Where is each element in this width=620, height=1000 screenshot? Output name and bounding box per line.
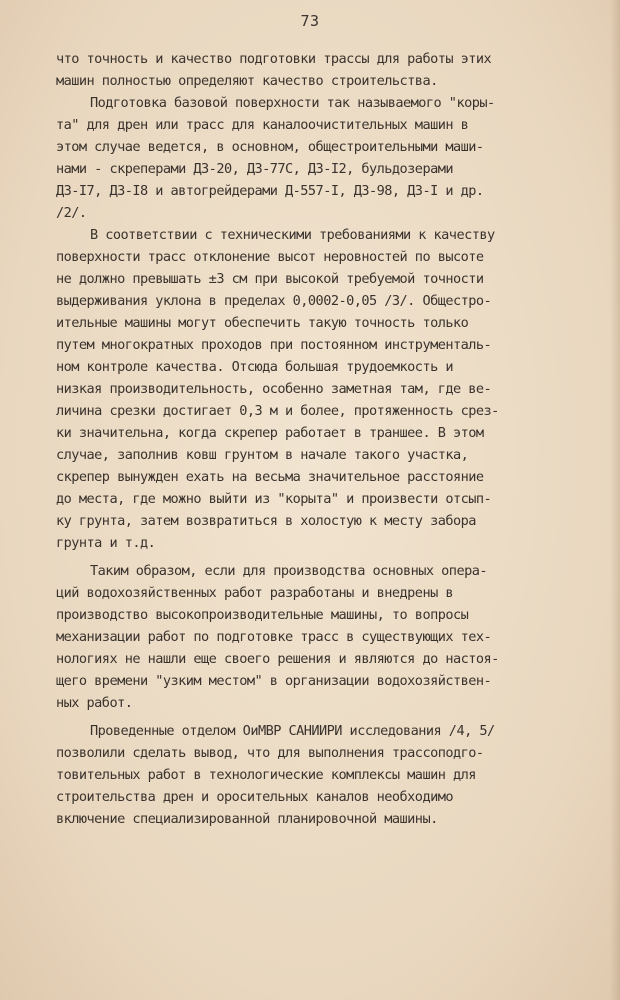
text-line: нологиях не нашли еще своего решения и являются до настоя- — [56, 651, 499, 667]
text-line: грунта и т.д. — [56, 535, 156, 551]
text-line: ций водохозяйственных работ разработаны и внедрены в — [56, 585, 453, 601]
page-number: 73 — [300, 12, 320, 30]
text-line: не должно превышать ±3 см при высокой требуемой точности — [56, 271, 484, 287]
text-line: выдерживания уклона в пределах 0,0002-0,05 /3/. Общестро- — [56, 293, 492, 309]
text-line: Проведенные отделом ОиМВР САНИИРИ исследования /4, 5/ — [90, 723, 495, 739]
text-line: путем многократных проходов при постоянном инструменталь- — [56, 337, 492, 353]
page-edge-shadow — [610, 0, 620, 1000]
text-line: позволили сделать вывод, что для выполнения трассоподго- — [56, 745, 484, 761]
text-line: до места, где можно выйти из "корыта" и произвести отсып- — [56, 491, 492, 507]
text-line: ку грунта, затем возвратиться в холостую к месту забора — [56, 513, 476, 529]
text-line: ки значительна, когда скрепер работает в траншее. В этом — [56, 425, 484, 441]
text-line: поверхности трасс отклонение высот неровностей по высоте — [56, 249, 484, 265]
text-line: нами - скреперами ДЗ-20, ДЗ-77С, ДЗ-I2, бульдозерами — [56, 161, 453, 177]
text-line: ном контроле качества. Отсюда большая трудоемкость и — [56, 359, 453, 375]
text-line: включение специализированной планировочной машины. — [56, 811, 438, 827]
text-line: Подготовка базовой поверхности так называемого "коры- — [90, 95, 495, 111]
text-line: механизации работ по подготовке трасс в существующих тех- — [56, 629, 492, 645]
text-line: щего времени "узким местом" в организации водохозяйствен- — [56, 673, 492, 689]
text-line: скрепер вынужден ехать на весьма значительное расстояние — [56, 469, 484, 485]
text-line: товительных работ в технологические комплексы машин для — [56, 767, 476, 783]
text-line: /2/. — [56, 205, 87, 221]
text-line: низкая производительность, особенно заметная там, где ве- — [56, 381, 492, 397]
text-line: личина срезки достигает 0,3 м и более, протяженность срез- — [56, 403, 499, 419]
text-line: производство высокопроизводительные машины, то вопросы — [56, 607, 469, 623]
text-line: машин полностью определяют качество строительства. — [56, 73, 438, 89]
text-line: ных работ. — [56, 695, 133, 711]
text-line: ДЗ-I7, ДЗ-I8 и автогрейдерами Д-557-I, ДЗ-98, ДЗ-I и др. — [56, 183, 484, 199]
text-line: ительные машины могут обеспечить такую точность только — [56, 315, 469, 331]
text-line: Таким образом, если для производства основных опера- — [90, 563, 487, 579]
text-line: случае, заполнив ковш грунтом в начале такого участка, — [56, 447, 469, 463]
text-line: что точность и качество подготовки трассы для работы этих — [56, 51, 492, 67]
text-line: та" для дрен или трасс для каналоочистительных машин в — [56, 117, 469, 133]
text-line: этом случае ведется, в основном, общестроительными маши- — [56, 139, 484, 155]
text-line: строительства дрен и оросительных каналов необходимо — [56, 789, 453, 805]
text-line: В соответствии с техническими требованиями к качеству — [90, 227, 495, 243]
